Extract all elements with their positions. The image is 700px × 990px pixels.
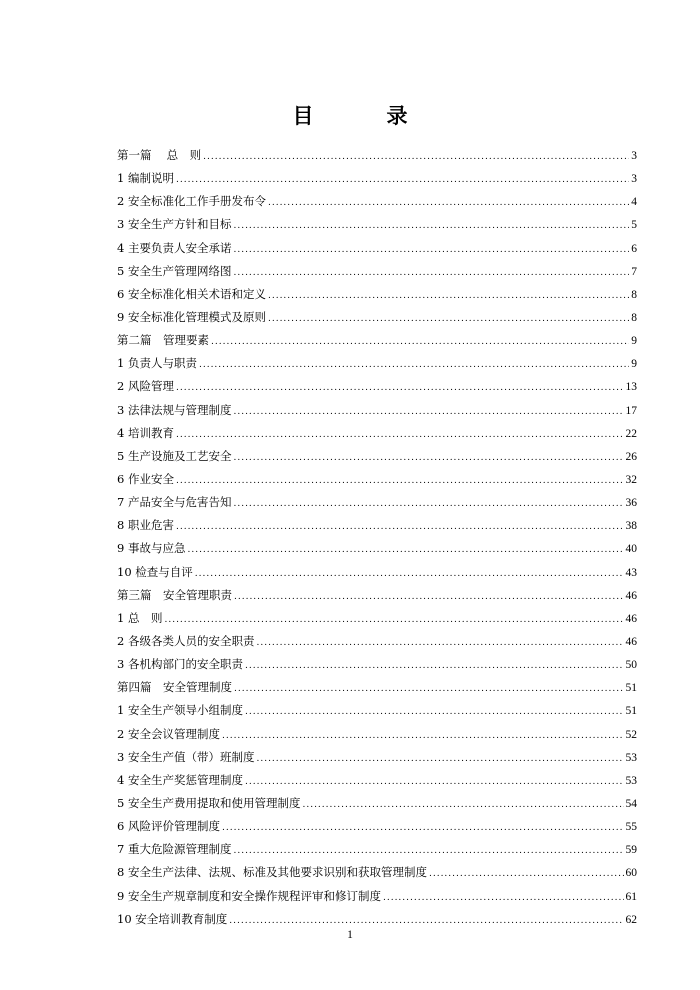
toc-entry-label: 1 安全生产领导小组制度 xyxy=(117,703,243,718)
toc-entry[interactable] xyxy=(117,772,637,795)
toc-entry-label: 7 产品安全与危害告知 xyxy=(117,495,232,510)
toc-entry-label: 1 总 则 xyxy=(117,610,163,625)
toc-leader-dots xyxy=(245,707,624,717)
toc-entry-page: 46 xyxy=(625,589,637,602)
toc-leader-dots xyxy=(233,499,623,509)
toc-entry[interactable] xyxy=(117,795,637,818)
toc-entry[interactable] xyxy=(117,494,637,517)
toc-leader-dots xyxy=(195,569,624,579)
toc-entry[interactable] xyxy=(117,656,637,679)
toc-entry[interactable] xyxy=(117,263,637,286)
toc-entry-label: 第一篇 总 则 xyxy=(117,148,202,162)
toc-leader-dots xyxy=(233,407,623,417)
toc-entry-label: 6 风险评价管理制度 xyxy=(117,819,220,834)
toc-leader-dots xyxy=(176,383,624,393)
toc-entry-label: 3 法律法规与管理制度 xyxy=(117,402,232,417)
toc-entry[interactable] xyxy=(117,448,637,471)
toc-leader-dots xyxy=(234,684,624,694)
toc-entry-label: 6 安全标准化相关术语和定义 xyxy=(117,286,266,301)
toc-entry-page: 32 xyxy=(625,473,637,486)
toc-entry[interactable] xyxy=(117,702,637,725)
toc-entry-label: 8 职业危害 xyxy=(117,518,174,533)
toc-entry-page: 26 xyxy=(625,450,637,463)
toc-entry[interactable] xyxy=(117,147,637,170)
toc-entry[interactable] xyxy=(117,633,637,656)
toc-entry-page: 7 xyxy=(631,265,637,278)
toc-entry[interactable] xyxy=(117,193,637,216)
toc-leader-dots xyxy=(256,638,623,648)
toc-entry-page: 55 xyxy=(625,821,637,834)
toc-entry-label: 9 安全生产规章制度和安全操作规程评审和修订制度 xyxy=(117,888,381,903)
toc-entry-label: 5 安全生产费用提取和使用管理制度 xyxy=(117,795,301,810)
toc-entry-label: 3 安全生产方针和目标 xyxy=(117,217,232,232)
toc-entry[interactable] xyxy=(117,240,637,263)
toc-leader-dots xyxy=(233,221,629,231)
toc-entry-label: 9 安全标准化管理模式及原则 xyxy=(117,309,266,324)
toc-entry[interactable] xyxy=(117,540,637,563)
toc-entry[interactable] xyxy=(117,332,637,355)
toc-entry[interactable] xyxy=(117,471,637,494)
toc-entry-page: 5 xyxy=(631,219,637,232)
toc-leader-dots xyxy=(302,800,623,810)
toc-entry[interactable] xyxy=(117,286,637,309)
toc-leader-dots xyxy=(268,198,629,208)
toc-entry-page: 13 xyxy=(625,381,637,394)
toc-entry-label: 10 检查与自评 xyxy=(117,564,193,579)
toc-entry-label: 2 风险管理 xyxy=(117,379,174,394)
toc-leader-dots xyxy=(429,869,624,879)
toc-leader-dots xyxy=(245,777,624,787)
toc-entry-page: 50 xyxy=(625,659,637,672)
toc-entry-page: 38 xyxy=(625,520,637,533)
toc-entry[interactable] xyxy=(117,309,637,332)
toc-entry-page: 59 xyxy=(625,844,637,857)
toc-entry-label: 2 安全标准化工作手册发布令 xyxy=(117,194,266,209)
toc-leader-dots xyxy=(229,916,623,926)
table-of-contents xyxy=(117,147,637,934)
toc-entry-label: 4 培训教育 xyxy=(117,425,174,440)
toc-entry-page: 17 xyxy=(625,404,637,417)
toc-entry-page: 8 xyxy=(631,311,637,324)
toc-leader-dots xyxy=(222,731,624,741)
toc-entry-page: 43 xyxy=(625,566,637,579)
toc-leader-dots xyxy=(383,893,624,903)
toc-entry[interactable] xyxy=(117,888,637,911)
toc-entry-label: 第三篇 安全管理职责 xyxy=(117,587,232,602)
toc-entry-page: 40 xyxy=(625,543,637,556)
toc-leader-dots xyxy=(233,453,623,463)
page-number: 1 xyxy=(347,929,353,941)
toc-entry-label: 9 事故与应急 xyxy=(117,541,186,556)
toc-leader-dots xyxy=(176,476,624,486)
toc-entry-page: 46 xyxy=(625,612,637,625)
toc-entry-page: 4 xyxy=(631,196,637,209)
toc-entry[interactable] xyxy=(117,402,637,425)
toc-entry[interactable] xyxy=(117,864,637,887)
toc-entry-label: 5 生产设施及工艺安全 xyxy=(117,448,232,463)
toc-entry-page: 51 xyxy=(625,682,637,695)
toc-entry[interactable] xyxy=(117,749,637,772)
toc-entry-page: 53 xyxy=(625,774,637,787)
toc-entry[interactable] xyxy=(117,564,637,587)
toc-entry-label: 1 负责人与职责 xyxy=(117,356,197,371)
toc-entry-label: 3 安全生产值（带）班制度 xyxy=(117,749,255,764)
toc-leader-dots xyxy=(245,661,624,671)
toc-leader-dots xyxy=(256,754,623,764)
toc-leader-dots xyxy=(176,175,629,185)
toc-entry-page: 9 xyxy=(631,358,637,371)
toc-entry-label: 第二篇 管理要素 xyxy=(117,333,209,348)
toc-entry-page: 22 xyxy=(625,427,637,440)
toc-entry[interactable] xyxy=(117,517,637,540)
toc-entry-page: 52 xyxy=(625,728,637,741)
toc-leader-dots xyxy=(268,291,629,301)
toc-leader-dots xyxy=(176,430,624,440)
toc-entry-label: 3 各机构部门的安全职责 xyxy=(117,657,243,672)
toc-entry-page: 51 xyxy=(625,705,637,718)
toc-entry-label: 10 安全培训教育制度 xyxy=(117,911,228,926)
toc-entry-label: 2 安全会议管理制度 xyxy=(117,726,220,741)
toc-entry-page: 9 xyxy=(631,335,637,348)
toc-leader-dots xyxy=(187,545,623,555)
toc-entry-page: 8 xyxy=(631,288,637,301)
toc-leader-dots xyxy=(222,823,624,833)
toc-entry[interactable] xyxy=(117,355,637,378)
toc-leader-dots xyxy=(211,337,629,347)
toc-entry-label: 2 各级各类人员的安全职责 xyxy=(117,633,255,648)
toc-entry-label: 6 作业安全 xyxy=(117,471,174,486)
toc-leader-dots xyxy=(164,615,623,625)
toc-leader-dots xyxy=(203,152,629,162)
toc-entry[interactable] xyxy=(117,818,637,841)
toc-entry-page: 54 xyxy=(625,797,637,810)
toc-entry-page: 3 xyxy=(631,173,637,186)
toc-entry-label: 4 主要负责人安全承诺 xyxy=(117,240,232,255)
toc-entry-page: 46 xyxy=(625,635,637,648)
toc-entry[interactable] xyxy=(117,610,637,633)
toc-leader-dots xyxy=(268,314,629,324)
toc-entry-page: 62 xyxy=(625,913,637,926)
page-title: 目 录 xyxy=(292,103,434,128)
toc-entry-page: 61 xyxy=(625,890,637,903)
toc-entry-label: 7 重大危险源管理制度 xyxy=(117,842,232,857)
toc-entry-label: 1 编制说明 xyxy=(117,171,174,186)
toc-entry[interactable] xyxy=(117,726,637,749)
toc-entry[interactable] xyxy=(117,679,637,702)
toc-entry-label: 第四篇 安全管理制度 xyxy=(117,680,232,695)
toc-entry-page: 60 xyxy=(625,867,637,880)
toc-leader-dots xyxy=(233,268,629,278)
toc-entry[interactable] xyxy=(117,216,637,239)
toc-leader-dots xyxy=(234,592,624,602)
toc-entry[interactable] xyxy=(117,841,637,864)
toc-leader-dots xyxy=(199,360,629,370)
toc-leader-dots xyxy=(233,846,623,856)
toc-leader-dots xyxy=(233,245,629,255)
toc-entry-page: 36 xyxy=(625,497,637,510)
toc-entry-label: 4 安全生产奖惩管理制度 xyxy=(117,772,243,787)
toc-leader-dots xyxy=(176,522,624,532)
toc-entry-page: 3 xyxy=(631,150,637,162)
toc-entry-label: 5 安全生产管理网络图 xyxy=(117,263,232,278)
toc-entry[interactable] xyxy=(117,587,637,610)
toc-entry[interactable] xyxy=(117,170,637,193)
toc-entry-label: 8 安全生产法律、法规、标准及其他要求识别和获取管理制度 xyxy=(117,865,427,880)
toc-entry[interactable] xyxy=(117,425,637,448)
toc-entry-page: 6 xyxy=(631,242,637,255)
toc-entry-page: 53 xyxy=(625,751,637,764)
toc-entry[interactable] xyxy=(117,378,637,401)
